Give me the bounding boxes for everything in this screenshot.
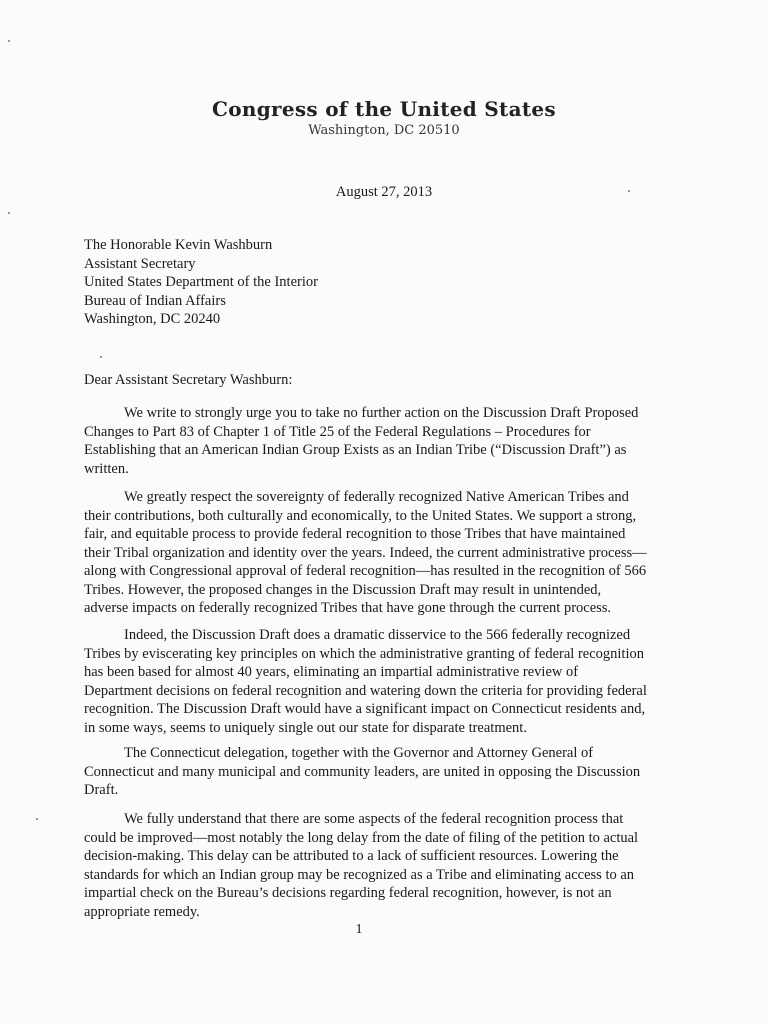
scan-speck — [36, 818, 38, 820]
paragraph-line: standards for which an Indian group may be recognized as a Tribe and eliminating access to an — [84, 866, 635, 883]
paragraph-line: We write to strongly urge you to take no further action on the Discussion Draft Proposed — [124, 405, 639, 421]
paragraph-line: adverse impacts on federally recognized Tribes that have gone through the current process. — [84, 600, 612, 616]
paragraph-line: Department decisions on federal recognition and watering down the criteria for providing federal — [84, 682, 647, 699]
paragraph-line: We greatly respect the sovereignty of federally recognized Native American Tribes and — [124, 489, 629, 505]
paragraph-line: could be improved—most notably the long delay from the date of filing of the petition to actual — [84, 829, 639, 846]
paragraph-line: fair, and equitable process to provide federal recognition to those Tribes that have maintained — [84, 526, 626, 542]
letterhead-title: Congress of the United States — [212, 97, 556, 121]
paragraph-5 — [84, 810, 644, 921]
address-line: The Honorable Kevin Washburn — [84, 237, 273, 253]
letterhead — [0, 96, 768, 140]
paragraph-1 — [84, 404, 644, 478]
page-number: 1 — [355, 922, 363, 937]
paragraph-line: Draft. — [84, 782, 119, 798]
paragraph-2 — [84, 488, 647, 618]
address-line: Washington, DC 20240 — [84, 311, 221, 327]
paragraph-3 — [84, 626, 647, 737]
scan-speck — [100, 356, 102, 358]
paragraph-line: recognition. The Discussion Draft would have a significant impact on Connecticut residents and, — [84, 701, 646, 717]
paragraph-line: Connecticut and many municipal and community leaders, are united in opposing the Discussion — [84, 763, 641, 780]
paragraph-line: appropriate remedy. — [84, 903, 200, 920]
paragraph-line: Changes to Part 83 of Chapter 1 of Title 25 of the Federal Regulations – Procedures for — [84, 423, 591, 440]
recipient-address — [84, 236, 318, 329]
paragraph-line: along with Congressional approval of federal recognition—has resulted in the recognition of 566 — [84, 563, 647, 579]
address-line: Assistant Secretary — [84, 255, 196, 272]
scan-speck — [8, 212, 10, 214]
paragraph-line: has been based for almost 40 years, eliminating an impartial administrative review of — [84, 664, 579, 680]
paragraph-line: in some ways, seems to uniquely single out our state for disparate treatment. — [84, 719, 527, 736]
paragraph-line: written. — [84, 460, 129, 477]
paragraph-line: decision-making. This delay can be attributed to a lack of sufficient resources. Lowering the — [84, 848, 619, 864]
paragraph-4 — [84, 744, 644, 800]
paragraph-line: Tribes. However, the proposed changes in the Discussion Draft may result in unintended, — [84, 581, 602, 598]
paragraph-line: Indeed, the Discussion Draft does a dramatic disservice to the 566 federally recognized — [124, 627, 631, 643]
paragraph-line: impartial check on the Bureau’s decisions regarding federal recognition, however, is not an — [84, 885, 612, 901]
paragraph-line: their contributions, both culturally and economically, to the United States. We support a strong, — [84, 507, 637, 524]
address-line: United States Department of the Interior — [84, 274, 318, 290]
paragraph-line: The Connecticut delegation, together with the Governor and Attorney General of — [124, 745, 594, 761]
paragraph-line: their Tribal organization and identity over the years. Indeed, the current administrative process— — [84, 544, 647, 561]
scan-speck — [8, 40, 10, 42]
letter-date: August 27, 2013 — [335, 184, 433, 200]
paragraph-line: Establishing that an American Indian Group Exists as an Indian Tribe (“Discussion Draft”) as — [84, 442, 627, 458]
scan-speck — [628, 190, 630, 192]
paragraph-line: We fully understand that there are some aspects of the federal recognition process that — [124, 811, 624, 827]
address-line: Bureau of Indian Affairs — [84, 292, 226, 309]
paragraph-line: Tribes by eviscerating key principles on which the administrative granting of federal recognition — [84, 645, 644, 662]
salutation: Dear Assistant Secretary Washburn: — [84, 372, 293, 388]
letterhead-subtitle: Washington, DC 20510 — [308, 123, 460, 138]
